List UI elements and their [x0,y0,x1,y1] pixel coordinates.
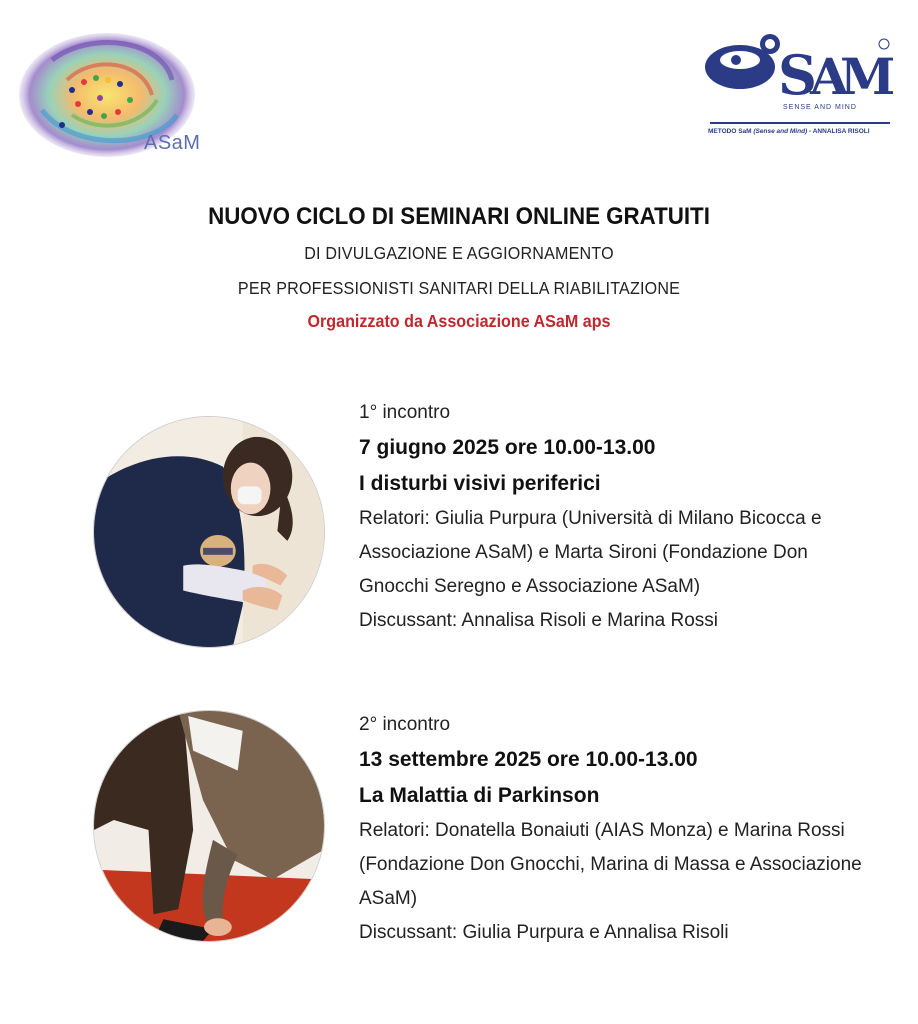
sense-and-mind-text: SENSE AND MIND [783,104,857,111]
event-2-date: 13 settembre 2025 ore 10.00-13.00 [359,748,698,771]
event-2 [359,712,879,950]
asam-logo-text: ASaM [144,132,201,154]
header [0,203,918,332]
event-2-photo [93,710,325,942]
event-2-speakers: Relatori: Donatella Bonaiuti (AIAS Monza) e Marina Rossi (Fondazione Don Gnocchi, Marina di Massa e Associazione ASaM) [359,820,862,909]
parkinson-therapy-image [94,711,324,941]
subtitle-2: PER PROFESSIONISTI SANITARI DELLA RIABILITAZIONE [237,278,681,298]
subtitle-1: DI DIVULGAZIONE E AGGIORNAMENTO [304,243,614,263]
logo-divider [710,122,890,124]
event-1-speakers: Relatori: Giulia Purpura (Università di Milano Bicocca e Associazione ASaM) e Marta Sironi (Fondazione Don Gnocchi Seregno e Associazione ASaM) [359,508,822,597]
event-1-photo [93,416,325,648]
asam-logo [12,20,212,170]
event-1-discussant: Discussant: Annalisa Risoli e Marina Rossi [359,610,719,631]
svg-text:S: S [778,43,817,107]
page-title: NUOVO CICLO DI SEMINARI ONLINE GRATUITI [208,203,710,230]
event-1 [359,400,879,638]
organizer-text: Organizzato da Associazione ASaM aps [307,311,611,331]
event-1-number: 1° incontro [359,402,451,423]
event-1-date: 7 giugno 2025 ore 10.00-13.00 [359,436,656,459]
event-2-number: 2° incontro [359,714,451,735]
sam-logo [700,22,900,147]
therapist-child-image [94,417,324,647]
svg-text:M: M [840,47,896,106]
event-2-topic: La Malattia di Parkinson [359,784,600,807]
metodo-text: METODO SaM (Sense and Mind) - ANNALISA RISOLI [708,128,870,135]
event-2-discussant: Discussant: Giulia Purpura e Annalisa Risoli [359,922,729,943]
svg-text:A: A [810,47,849,106]
event-1-topic: I disturbi visivi periferici [359,472,601,495]
